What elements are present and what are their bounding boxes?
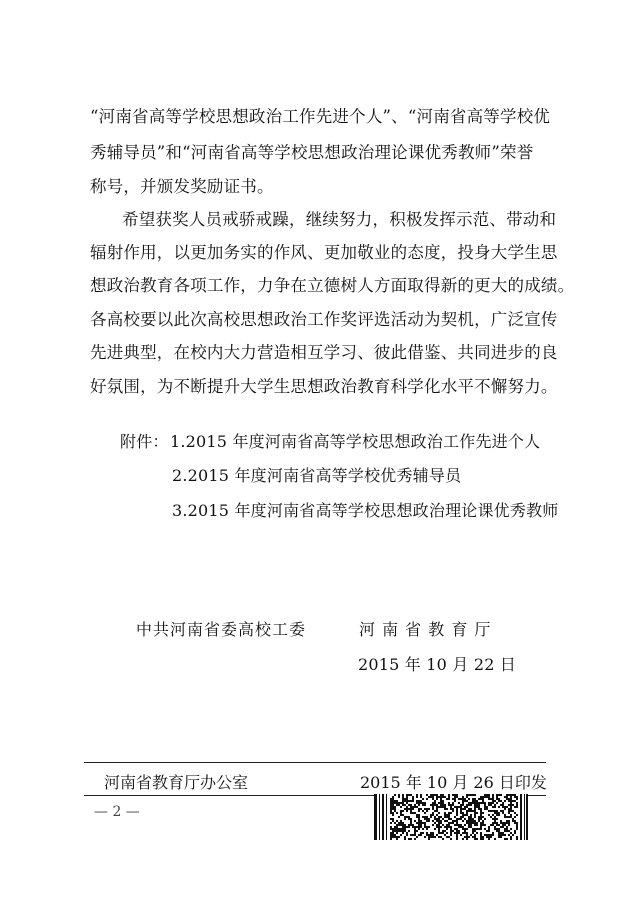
barcode-icon <box>374 794 528 840</box>
signature-date: 2015 年 10 月 22 日 <box>358 655 517 674</box>
attachment-item: 3.2015 年度河南省高等学校思想政治理论课优秀教师 <box>172 501 559 520</box>
footer-print-date: 2015 年 10 月 26 日印发 <box>360 773 547 792</box>
body-line: 秀辅导员”和“河南省高等学校思想政治理论课优秀教师”荣誉 <box>90 143 534 162</box>
body-line: 辐射作用，以更加务实的作风、更加敬业的态度，投身大学生思 <box>90 243 558 262</box>
body-line: 希望获奖人员戒骄戒躁，继续努力，积极发挥示范、带动和 <box>122 210 557 229</box>
page-number: — 2 — <box>94 804 140 820</box>
footer-office: 河南省教育厅办公室 <box>104 773 249 792</box>
body-line: 各高校要以此次高校思想政治工作奖评选活动为契机，广泛宣传 <box>90 310 558 329</box>
body-line: 好氛围，为不断提升大学生思想政治教育科学化水平不懈努力。 <box>90 377 558 396</box>
attachments-label: 附件： <box>120 432 169 451</box>
body-line: 称号，并颁发奖励证书。 <box>90 177 274 196</box>
signature-org-1: 中共河南省委高校工委 <box>136 620 307 639</box>
signature-org-2: 河 南 省 教 育 厅 <box>359 620 492 639</box>
attachment-item: 2.2015 年度河南省高等学校优秀辅导员 <box>172 466 462 485</box>
attachment-item: 1.2015 年度河南省高等学校思想政治工作先进个人 <box>170 432 541 451</box>
body-line: 先进典型，在校内大力营造相互学习、彼此借鉴、共同进步的良 <box>90 343 558 362</box>
body-line: 想政治教育各项工作，力争在立德树人方面取得新的更大的成绩。 <box>90 276 575 295</box>
footer-top-rule <box>84 762 546 763</box>
body-line: “河南省高等学校思想政治工作先进个人”、“河南省高等学校优 <box>90 107 551 126</box>
